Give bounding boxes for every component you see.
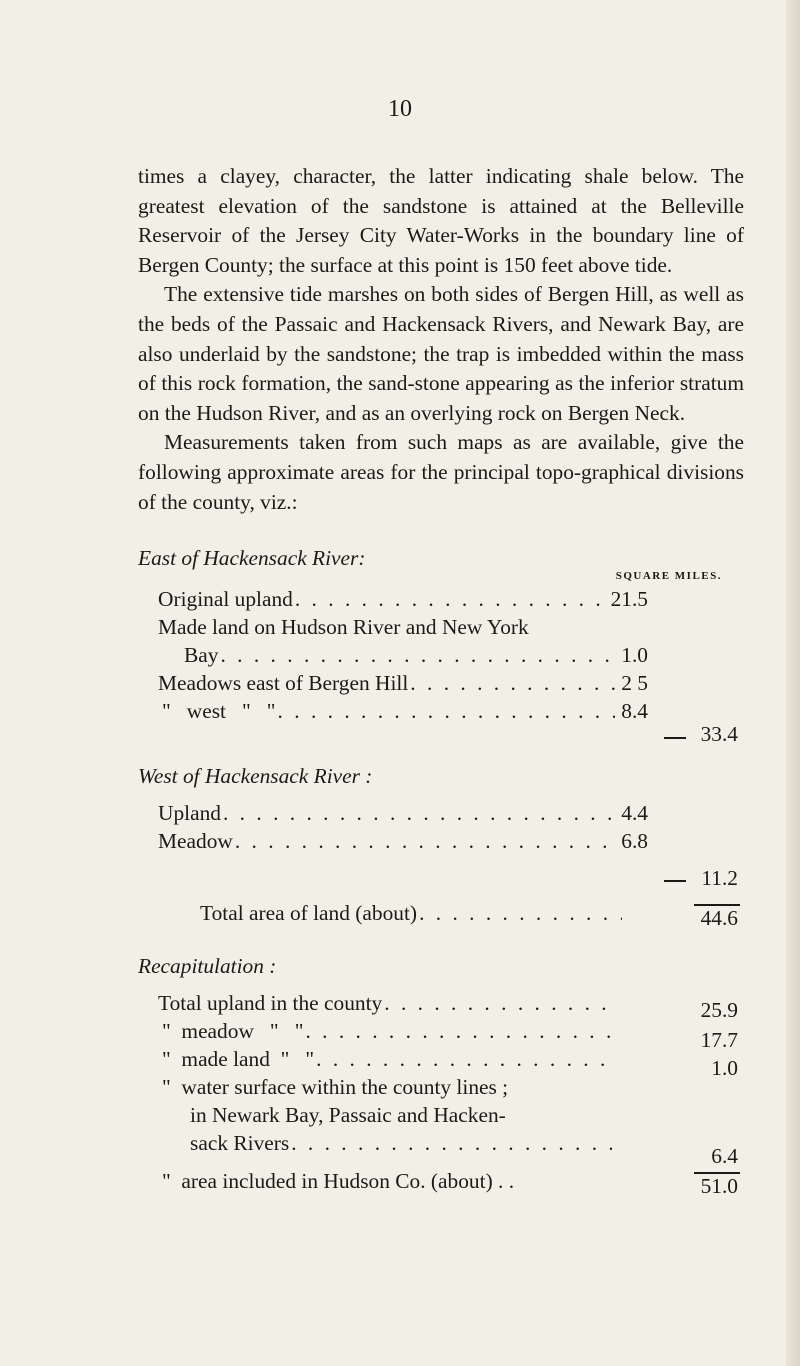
- total-value: 44.6: [700, 906, 738, 930]
- recap-value-water: 6.4: [711, 1144, 738, 1168]
- east-row-meadows-west: [162, 698, 648, 725]
- row-label: " made land " ": [162, 1047, 315, 1071]
- west-subtotal: 11.2: [701, 866, 738, 890]
- recap-row-upland: [158, 990, 618, 1017]
- row-label: sack Rivers: [190, 1131, 290, 1155]
- page-edge: [786, 0, 800, 1366]
- east-row-made-land: [184, 642, 648, 669]
- recap-heading: Recapitulation :: [138, 954, 277, 978]
- subtotal-dash: [664, 737, 686, 739]
- leader-dots: [220, 642, 615, 669]
- row-value: 4.4: [621, 801, 648, 825]
- row-label: Bay: [184, 643, 219, 667]
- recap-row-water-line2: in Newark Bay, Passaic and Hacken-: [190, 1103, 506, 1127]
- west-heading: West of Hackensack River :: [138, 764, 373, 788]
- row-label: " west " ": [162, 699, 276, 723]
- recap-value-upland: 25.9: [700, 998, 738, 1022]
- leader-dots: [419, 900, 622, 927]
- paragraph-2: The extensive tide marshes on both sides of Bergen Hill, as well as the beds of the Passaic and Hackensack Rivers, and Newark Bay, are also underlaid by the sandstone; the trap is imbedded within the mass of this rock formation, the sand-stone appearing as the inferior stratum on the Hudson River, and as an overlying rock on Bergen Neck.: [138, 282, 744, 425]
- recap-row-meadow: [162, 1018, 618, 1045]
- row-label: " meadow " ": [162, 1019, 304, 1043]
- row-label: Total area of land (about): [200, 901, 418, 925]
- body-text: [138, 162, 744, 517]
- recap-row-hudson: " area included in Hudson Co. (about) . .: [162, 1169, 515, 1193]
- row-value: 2 5: [621, 671, 648, 695]
- subtotal-dash: [664, 880, 686, 882]
- west-row-meadow: [158, 828, 648, 855]
- east-row-original-upland: [158, 586, 648, 613]
- paragraph-3: Measurements taken from such maps as are available, give the following approximate areas for the principal topo-graphical divisions of the county, viz.:: [138, 430, 744, 514]
- recap-row-made-land: [162, 1046, 618, 1073]
- row-value: 21.5: [610, 587, 648, 611]
- leader-dots: [295, 586, 605, 613]
- row-value: 6.8: [621, 829, 648, 853]
- row-value: 1.0: [621, 643, 648, 667]
- recap-value-hudson: 51.0: [700, 1174, 738, 1198]
- leader-dots: [384, 990, 612, 1017]
- row-label: Upland: [158, 801, 221, 825]
- row-value: 8.4: [621, 699, 648, 723]
- row-label: Meadows east of Bergen Hill: [158, 671, 409, 695]
- leader-dots: [305, 1018, 612, 1045]
- row-label: Meadow: [158, 829, 233, 853]
- east-row-made-land-line1: Made land on Hudson River and New York: [158, 615, 529, 639]
- paragraph-1: times a clayey, character, the latter indicating shale below. The greatest elevation of the sandstone is attained at the Belleville Reservoir of the Jersey City Water-Works in the boundary line of Bergen County; the surface at this point is 150 feet above tide.: [138, 164, 744, 277]
- leader-dots: [291, 1130, 612, 1157]
- leader-dots: [223, 800, 615, 827]
- row-label: Total upland in the county: [158, 991, 383, 1015]
- west-row-upland: [158, 800, 648, 827]
- leader-dots: [410, 670, 615, 697]
- recap-row-water: [190, 1130, 618, 1157]
- page-number: 10: [388, 96, 412, 122]
- column-header: SQUARE MILES.: [615, 570, 722, 582]
- total-row: [200, 900, 628, 927]
- leader-dots: [235, 828, 615, 855]
- recap-row-water-line1: " water surface within the county lines ;: [162, 1075, 509, 1099]
- row-label: Original upland: [158, 587, 293, 611]
- east-row-meadows-east: [158, 670, 648, 697]
- recap-value-meadow: 17.7: [700, 1028, 738, 1052]
- east-heading: East of Hackensack River:: [138, 546, 366, 570]
- leader-dots: [316, 1046, 612, 1073]
- recap-value-made-land: 1.0: [711, 1056, 738, 1080]
- leader-dots: [278, 698, 616, 725]
- east-subtotal: 33.4: [700, 722, 738, 746]
